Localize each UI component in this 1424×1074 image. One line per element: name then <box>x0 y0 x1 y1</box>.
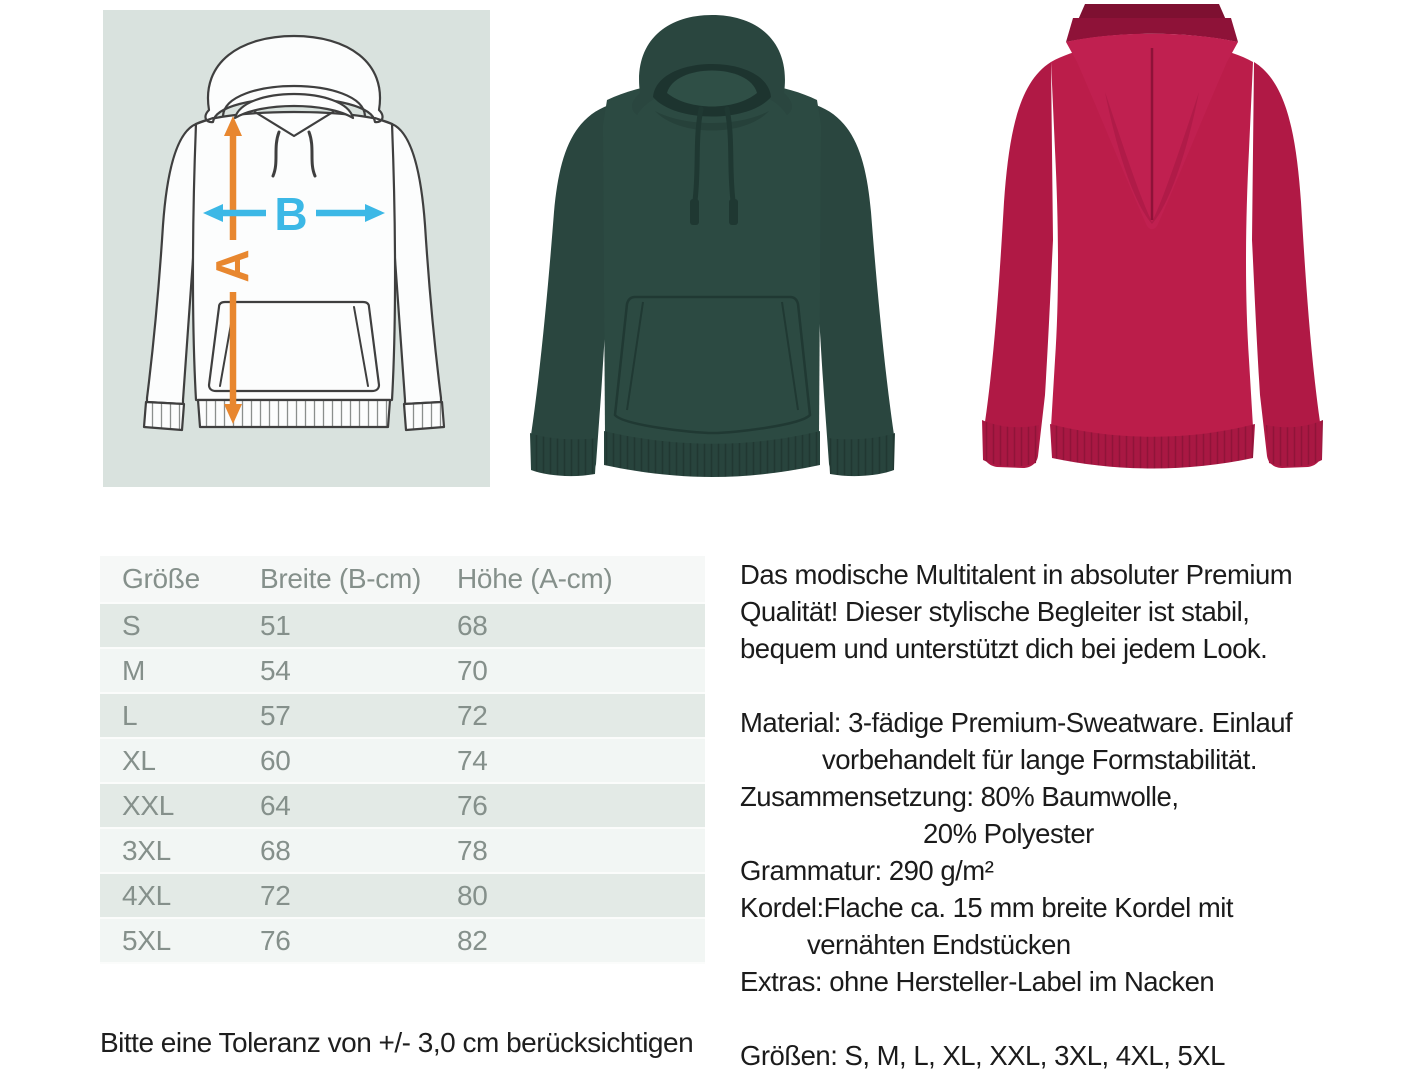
size-cell: 57 <box>238 693 435 738</box>
size-cell: 70 <box>435 648 705 693</box>
table-row <box>100 918 705 963</box>
size-cell: 80 <box>435 873 705 918</box>
column-header: Höhe (A-cm) <box>435 556 705 603</box>
column-header: Breite (B-cm) <box>238 556 435 603</box>
size-cell: 68 <box>238 828 435 873</box>
size-cell: 78 <box>435 828 705 873</box>
size-table-section <box>100 556 705 964</box>
description-line: Zusammensetzung: 80% Baumwolle, <box>740 781 1179 812</box>
size-cell: 5XL <box>100 918 238 963</box>
description-line: Material: 3-fädige Premium-Sweatware. Einlauf <box>740 707 1293 738</box>
size-diagram-illustration <box>103 10 490 487</box>
size-label-b: B <box>274 188 308 240</box>
description-line: Kordel:Flache ca. 15 mm breite Kordel mit <box>740 892 1234 923</box>
size-cell: L <box>100 693 238 738</box>
product-image-front <box>505 5 920 497</box>
description-line: Das modische Multitalent in absoluter Premium <box>740 559 1293 590</box>
description-line <box>740 667 1424 704</box>
size-cell: 72 <box>435 693 705 738</box>
table-row <box>100 783 705 828</box>
size-cell: S <box>100 603 238 648</box>
size-table <box>100 556 705 964</box>
size-cell: 4XL <box>100 873 238 918</box>
size-cell: 64 <box>238 783 435 828</box>
table-row <box>100 738 705 783</box>
description-line <box>740 1000 1424 1037</box>
size-cell: 68 <box>435 603 705 648</box>
size-cell: XL <box>100 738 238 783</box>
table-header-row <box>100 556 705 603</box>
table-row <box>100 603 705 648</box>
description-line: vorbehandelt für lange Formstabilität. <box>822 744 1257 775</box>
size-cell: 76 <box>435 783 705 828</box>
product-description <box>740 556 1424 1074</box>
description-line: Größen: S, M, L, XL, XXL, 3XL, 4XL, 5XL <box>740 1040 1225 1071</box>
description-line: 20% Polyester <box>923 818 1094 849</box>
description-line: Grammatur: 290 g/m² <box>740 855 994 886</box>
table-row <box>100 828 705 873</box>
table-row <box>100 693 705 738</box>
size-cell: M <box>100 648 238 693</box>
back-hoodie-illustration <box>955 0 1350 490</box>
table-row <box>100 648 705 693</box>
size-cell: XXL <box>100 783 238 828</box>
column-header: Größe <box>100 556 238 603</box>
product-image-back <box>955 0 1350 490</box>
front-hoodie-pocket <box>615 297 810 433</box>
description-line: Extras: ohne Hersteller-Label im Nacken <box>740 966 1215 997</box>
description-line: bequem und unterstützt dich bei jedem Look. <box>740 633 1268 664</box>
tolerance-note: Bitte eine Toleranz von +/- 3,0 cm berücksichtigen <box>100 1027 694 1058</box>
size-cell: 72 <box>238 873 435 918</box>
size-cell: 74 <box>435 738 705 783</box>
size-cell: 82 <box>435 918 705 963</box>
table-row <box>100 873 705 918</box>
size-cell: 51 <box>238 603 435 648</box>
size-cell: 3XL <box>100 828 238 873</box>
size-diagram-panel <box>103 10 490 487</box>
front-hoodie-illustration <box>505 5 920 497</box>
size-cell: 60 <box>238 738 435 783</box>
description-line: vernähten Endstücken <box>807 929 1071 960</box>
size-cell: 76 <box>238 918 435 963</box>
size-cell: 54 <box>238 648 435 693</box>
description-line: Qualität! Dieser stylische Begleiter ist stabil, <box>740 596 1250 627</box>
size-label-a: A <box>206 249 258 283</box>
